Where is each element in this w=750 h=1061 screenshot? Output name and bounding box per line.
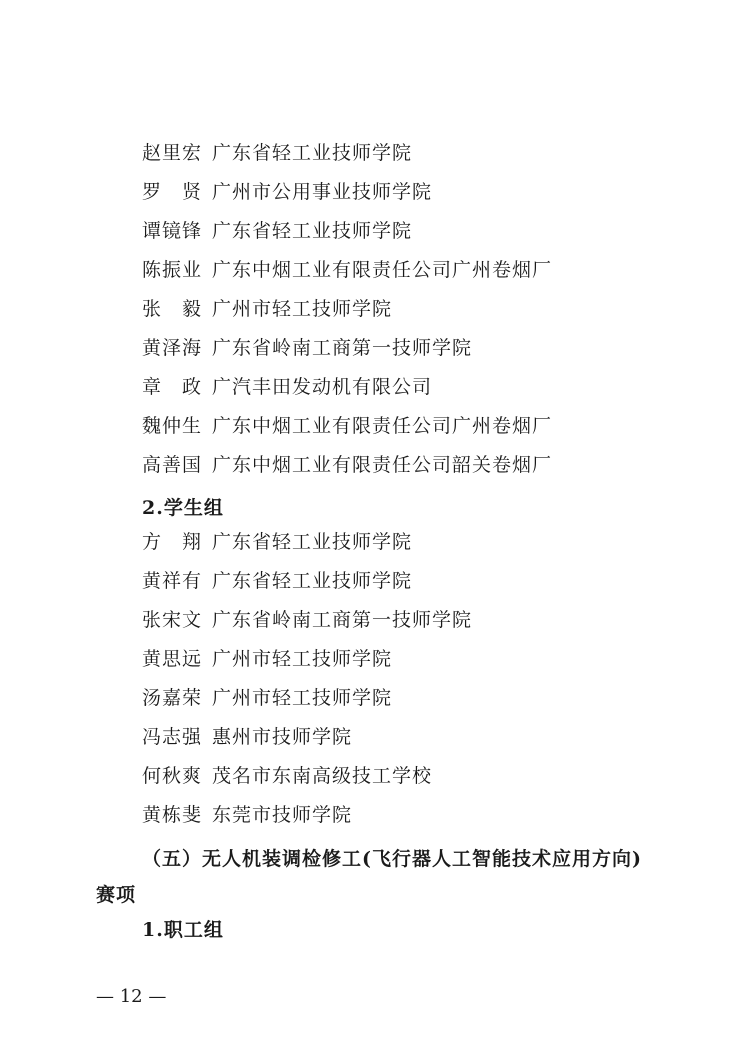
person-name: 赵里宏 xyxy=(142,142,203,164)
organization: 广州市公用事业技师学院 xyxy=(212,181,433,203)
list-item xyxy=(142,373,432,401)
organization: 广汽丰田发动机有限公司 xyxy=(212,376,433,398)
person-name: 高善国 xyxy=(142,454,203,476)
list-item xyxy=(142,178,432,206)
person-name: 黄祥有 xyxy=(142,570,203,592)
list-item xyxy=(142,762,432,790)
list-item xyxy=(142,217,412,245)
person-name: 张 毅 xyxy=(142,298,203,320)
list-item xyxy=(142,567,412,595)
list-item xyxy=(142,256,552,284)
organization: 茂名市东南高级技工学校 xyxy=(212,765,433,787)
list-item xyxy=(142,451,552,479)
list-item xyxy=(142,412,552,440)
list-item xyxy=(142,295,392,323)
person-name: 何秋爽 xyxy=(142,765,203,787)
worker-group-heading: 1.职工组 xyxy=(142,919,224,941)
list-item xyxy=(142,334,472,362)
person-name: 张宋文 xyxy=(142,609,203,631)
organization: 广州市轻工技师学院 xyxy=(212,687,393,709)
person-name: 方 翔 xyxy=(142,531,203,553)
section-heading-continuation: 赛项 xyxy=(96,884,137,906)
person-name: 冯志强 xyxy=(142,726,203,748)
organization: 广州市轻工技师学院 xyxy=(212,298,393,320)
list-item xyxy=(142,723,352,751)
organization: 广东省岭南工商第一技师学院 xyxy=(212,609,473,631)
organization: 广东省轻工业技师学院 xyxy=(212,142,413,164)
organization: 广东省岭南工商第一技师学院 xyxy=(212,337,473,359)
list-item xyxy=(142,139,412,167)
person-name: 黄思远 xyxy=(142,648,203,670)
list-item xyxy=(142,606,472,634)
person-name: 黄栋斐 xyxy=(142,804,203,826)
page-number: — 12 — xyxy=(96,986,167,1007)
organization: 广东中烟工业有限责任公司广州卷烟厂 xyxy=(212,259,553,281)
person-name: 陈振业 xyxy=(142,259,203,281)
organization: 广东中烟工业有限责任公司韶关卷烟厂 xyxy=(212,454,553,476)
person-name: 章 政 xyxy=(142,376,203,398)
list-item xyxy=(142,528,412,556)
organization: 惠州市技师学院 xyxy=(212,726,353,748)
person-name: 谭镜锋 xyxy=(142,220,203,242)
person-name: 黄泽海 xyxy=(142,337,203,359)
organization: 广东省轻工业技师学院 xyxy=(212,220,413,242)
student-group-heading: 2.学生组 xyxy=(142,497,224,519)
person-name: 魏仲生 xyxy=(142,415,203,437)
organization: 广东省轻工业技师学院 xyxy=(212,531,413,553)
list-item xyxy=(142,684,392,712)
person-name: 罗 贤 xyxy=(142,181,203,203)
section-heading: （五）无人机装调检修工(飞行器人工智能技术应用方向) xyxy=(142,848,642,870)
organization: 广东省轻工业技师学院 xyxy=(212,570,413,592)
list-item xyxy=(142,801,352,829)
list-item xyxy=(142,645,392,673)
organization: 广东中烟工业有限责任公司广州卷烟厂 xyxy=(212,415,553,437)
person-name: 汤嘉荣 xyxy=(142,687,203,709)
organization: 广州市轻工技师学院 xyxy=(212,648,393,670)
organization: 东莞市技师学院 xyxy=(212,804,353,826)
